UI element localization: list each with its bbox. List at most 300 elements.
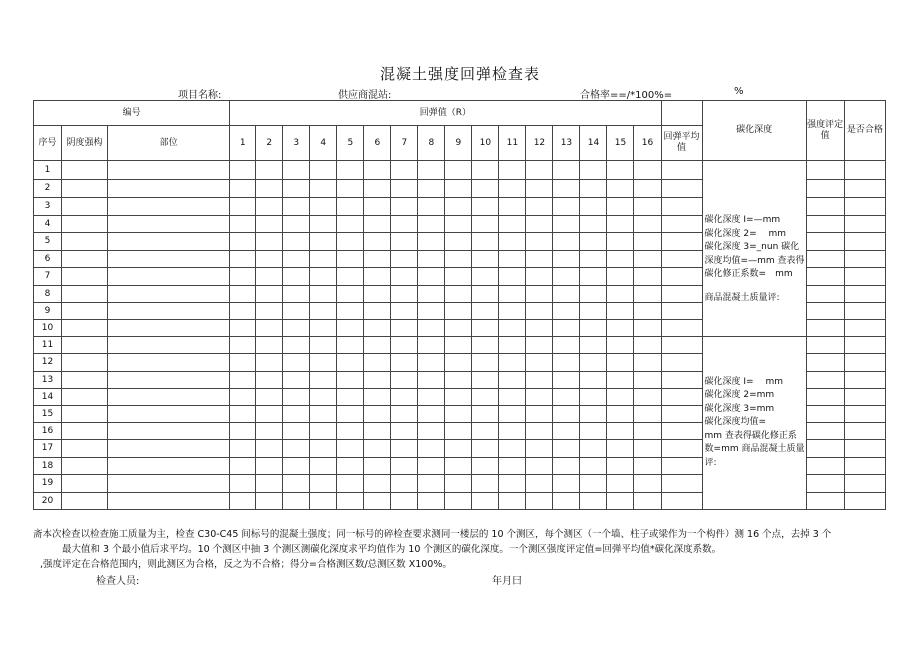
input-cell[interactable] bbox=[607, 320, 634, 337]
input-cell[interactable] bbox=[364, 161, 391, 180]
input-cell[interactable] bbox=[607, 493, 634, 510]
input-cell[interactable] bbox=[472, 216, 499, 233]
input-cell[interactable] bbox=[418, 440, 445, 458]
input-cell[interactable] bbox=[445, 354, 472, 372]
input-cell[interactable] bbox=[391, 493, 418, 510]
input-cell[interactable] bbox=[580, 389, 607, 406]
input-cell[interactable] bbox=[310, 354, 337, 372]
input-cell[interactable] bbox=[62, 251, 108, 268]
pass-cell[interactable] bbox=[844, 389, 885, 406]
input-cell[interactable] bbox=[364, 389, 391, 406]
input-cell[interactable] bbox=[499, 251, 526, 268]
input-cell[interactable] bbox=[661, 423, 702, 440]
pass-cell[interactable] bbox=[844, 233, 885, 251]
input-cell[interactable] bbox=[337, 354, 364, 372]
input-cell[interactable] bbox=[364, 180, 391, 198]
input-cell[interactable] bbox=[553, 475, 580, 493]
input-cell[interactable] bbox=[256, 233, 283, 251]
input-cell[interactable] bbox=[445, 251, 472, 268]
input-cell[interactable] bbox=[62, 440, 108, 458]
input-cell[interactable] bbox=[661, 216, 702, 233]
input-cell[interactable] bbox=[499, 198, 526, 216]
input-cell[interactable] bbox=[108, 493, 230, 510]
input-cell[interactable] bbox=[526, 161, 553, 180]
input-cell[interactable] bbox=[445, 303, 472, 320]
input-cell[interactable] bbox=[553, 372, 580, 389]
input-cell[interactable] bbox=[445, 458, 472, 475]
input-cell[interactable] bbox=[445, 198, 472, 216]
input-cell[interactable] bbox=[230, 233, 256, 251]
input-cell[interactable] bbox=[526, 303, 553, 320]
input-cell[interactable] bbox=[553, 354, 580, 372]
input-cell[interactable] bbox=[283, 389, 310, 406]
input-cell[interactable] bbox=[472, 161, 499, 180]
input-cell[interactable] bbox=[256, 475, 283, 493]
input-cell[interactable] bbox=[364, 251, 391, 268]
strength-cell[interactable] bbox=[806, 493, 844, 510]
input-cell[interactable] bbox=[310, 475, 337, 493]
input-cell[interactable] bbox=[364, 354, 391, 372]
input-cell[interactable] bbox=[526, 389, 553, 406]
input-cell[interactable] bbox=[310, 180, 337, 198]
pass-cell[interactable] bbox=[844, 458, 885, 475]
input-cell[interactable] bbox=[62, 354, 108, 372]
input-cell[interactable] bbox=[499, 233, 526, 251]
input-cell[interactable] bbox=[391, 251, 418, 268]
input-cell[interactable] bbox=[62, 458, 108, 475]
input-cell[interactable] bbox=[108, 372, 230, 389]
input-cell[interactable] bbox=[364, 233, 391, 251]
input-cell[interactable] bbox=[607, 458, 634, 475]
input-cell[interactable] bbox=[661, 493, 702, 510]
input-cell[interactable] bbox=[553, 423, 580, 440]
input-cell[interactable] bbox=[62, 286, 108, 303]
input-cell[interactable] bbox=[108, 161, 230, 180]
input-cell[interactable] bbox=[580, 458, 607, 475]
input-cell[interactable] bbox=[256, 161, 283, 180]
input-cell[interactable] bbox=[310, 406, 337, 423]
input-cell[interactable] bbox=[445, 216, 472, 233]
input-cell[interactable] bbox=[607, 216, 634, 233]
strength-cell[interactable] bbox=[806, 198, 844, 216]
input-cell[interactable] bbox=[337, 286, 364, 303]
input-cell[interactable] bbox=[108, 406, 230, 423]
input-cell[interactable] bbox=[634, 372, 661, 389]
input-cell[interactable] bbox=[445, 337, 472, 354]
input-cell[interactable] bbox=[230, 286, 256, 303]
input-cell[interactable] bbox=[580, 198, 607, 216]
input-cell[interactable] bbox=[283, 475, 310, 493]
input-cell[interactable] bbox=[580, 406, 607, 423]
input-cell[interactable] bbox=[108, 337, 230, 354]
input-cell[interactable] bbox=[418, 354, 445, 372]
input-cell[interactable] bbox=[499, 493, 526, 510]
input-cell[interactable] bbox=[553, 303, 580, 320]
input-cell[interactable] bbox=[310, 440, 337, 458]
input-cell[interactable] bbox=[472, 268, 499, 286]
input-cell[interactable] bbox=[634, 161, 661, 180]
input-cell[interactable] bbox=[553, 198, 580, 216]
input-cell[interactable] bbox=[391, 198, 418, 216]
input-cell[interactable] bbox=[310, 458, 337, 475]
input-cell[interactable] bbox=[391, 180, 418, 198]
input-cell[interactable] bbox=[634, 440, 661, 458]
input-cell[interactable] bbox=[283, 493, 310, 510]
input-cell[interactable] bbox=[62, 268, 108, 286]
input-cell[interactable] bbox=[499, 475, 526, 493]
input-cell[interactable] bbox=[499, 337, 526, 354]
input-cell[interactable] bbox=[661, 268, 702, 286]
input-cell[interactable] bbox=[634, 320, 661, 337]
input-cell[interactable] bbox=[418, 475, 445, 493]
pass-cell[interactable] bbox=[844, 475, 885, 493]
input-cell[interactable] bbox=[283, 286, 310, 303]
input-cell[interactable] bbox=[472, 406, 499, 423]
input-cell[interactable] bbox=[337, 406, 364, 423]
input-cell[interactable] bbox=[607, 303, 634, 320]
input-cell[interactable] bbox=[553, 320, 580, 337]
input-cell[interactable] bbox=[499, 286, 526, 303]
input-cell[interactable] bbox=[108, 440, 230, 458]
input-cell[interactable] bbox=[364, 406, 391, 423]
input-cell[interactable] bbox=[553, 233, 580, 251]
input-cell[interactable] bbox=[108, 458, 230, 475]
input-cell[interactable] bbox=[256, 251, 283, 268]
input-cell[interactable] bbox=[108, 423, 230, 440]
input-cell[interactable] bbox=[230, 493, 256, 510]
input-cell[interactable] bbox=[310, 337, 337, 354]
input-cell[interactable] bbox=[364, 198, 391, 216]
input-cell[interactable] bbox=[418, 337, 445, 354]
input-cell[interactable] bbox=[108, 475, 230, 493]
strength-cell[interactable] bbox=[806, 458, 844, 475]
strength-cell[interactable] bbox=[806, 389, 844, 406]
input-cell[interactable] bbox=[472, 337, 499, 354]
input-cell[interactable] bbox=[62, 372, 108, 389]
input-cell[interactable] bbox=[418, 303, 445, 320]
input-cell[interactable] bbox=[108, 251, 230, 268]
input-cell[interactable] bbox=[230, 251, 256, 268]
input-cell[interactable] bbox=[607, 475, 634, 493]
input-cell[interactable] bbox=[283, 406, 310, 423]
input-cell[interactable] bbox=[364, 440, 391, 458]
input-cell[interactable] bbox=[256, 389, 283, 406]
strength-cell[interactable] bbox=[806, 320, 844, 337]
input-cell[interactable] bbox=[418, 423, 445, 440]
input-cell[interactable] bbox=[310, 493, 337, 510]
input-cell[interactable] bbox=[364, 216, 391, 233]
input-cell[interactable] bbox=[526, 372, 553, 389]
input-cell[interactable] bbox=[256, 440, 283, 458]
input-cell[interactable] bbox=[256, 320, 283, 337]
input-cell[interactable] bbox=[661, 337, 702, 354]
input-cell[interactable] bbox=[310, 423, 337, 440]
input-cell[interactable] bbox=[256, 198, 283, 216]
input-cell[interactable] bbox=[391, 458, 418, 475]
input-cell[interactable] bbox=[445, 475, 472, 493]
input-cell[interactable] bbox=[634, 268, 661, 286]
input-cell[interactable] bbox=[364, 320, 391, 337]
input-cell[interactable] bbox=[230, 320, 256, 337]
input-cell[interactable] bbox=[580, 475, 607, 493]
input-cell[interactable] bbox=[607, 161, 634, 180]
input-cell[interactable] bbox=[499, 320, 526, 337]
pass-cell[interactable] bbox=[844, 286, 885, 303]
input-cell[interactable] bbox=[391, 354, 418, 372]
input-cell[interactable] bbox=[580, 268, 607, 286]
input-cell[interactable] bbox=[499, 372, 526, 389]
input-cell[interactable] bbox=[364, 372, 391, 389]
input-cell[interactable] bbox=[230, 198, 256, 216]
input-cell[interactable] bbox=[108, 198, 230, 216]
input-cell[interactable] bbox=[391, 303, 418, 320]
input-cell[interactable] bbox=[337, 216, 364, 233]
input-cell[interactable] bbox=[391, 423, 418, 440]
input-cell[interactable] bbox=[337, 475, 364, 493]
input-cell[interactable] bbox=[661, 372, 702, 389]
input-cell[interactable] bbox=[256, 354, 283, 372]
input-cell[interactable] bbox=[526, 320, 553, 337]
input-cell[interactable] bbox=[230, 354, 256, 372]
input-cell[interactable] bbox=[418, 233, 445, 251]
input-cell[interactable] bbox=[62, 337, 108, 354]
input-cell[interactable] bbox=[108, 354, 230, 372]
input-cell[interactable] bbox=[391, 372, 418, 389]
input-cell[interactable] bbox=[499, 303, 526, 320]
input-cell[interactable] bbox=[445, 440, 472, 458]
input-cell[interactable] bbox=[337, 493, 364, 510]
input-cell[interactable] bbox=[445, 423, 472, 440]
input-cell[interactable] bbox=[634, 458, 661, 475]
input-cell[interactable] bbox=[108, 216, 230, 233]
input-cell[interactable] bbox=[337, 303, 364, 320]
input-cell[interactable] bbox=[499, 406, 526, 423]
input-cell[interactable] bbox=[418, 268, 445, 286]
input-cell[interactable] bbox=[108, 389, 230, 406]
input-cell[interactable] bbox=[364, 423, 391, 440]
input-cell[interactable] bbox=[580, 180, 607, 198]
pass-cell[interactable] bbox=[844, 372, 885, 389]
input-cell[interactable] bbox=[283, 440, 310, 458]
input-cell[interactable] bbox=[472, 303, 499, 320]
input-cell[interactable] bbox=[661, 161, 702, 180]
input-cell[interactable] bbox=[634, 286, 661, 303]
input-cell[interactable] bbox=[62, 406, 108, 423]
input-cell[interactable] bbox=[634, 251, 661, 268]
input-cell[interactable] bbox=[62, 389, 108, 406]
input-cell[interactable] bbox=[391, 216, 418, 233]
input-cell[interactable] bbox=[445, 389, 472, 406]
input-cell[interactable] bbox=[580, 354, 607, 372]
input-cell[interactable] bbox=[256, 406, 283, 423]
strength-cell[interactable] bbox=[806, 475, 844, 493]
input-cell[interactable] bbox=[108, 268, 230, 286]
input-cell[interactable] bbox=[310, 216, 337, 233]
input-cell[interactable] bbox=[364, 458, 391, 475]
input-cell[interactable] bbox=[337, 458, 364, 475]
input-cell[interactable] bbox=[256, 180, 283, 198]
input-cell[interactable] bbox=[283, 372, 310, 389]
input-cell[interactable] bbox=[62, 216, 108, 233]
input-cell[interactable] bbox=[418, 458, 445, 475]
input-cell[interactable] bbox=[108, 286, 230, 303]
input-cell[interactable] bbox=[310, 286, 337, 303]
input-cell[interactable] bbox=[337, 198, 364, 216]
input-cell[interactable] bbox=[472, 354, 499, 372]
input-cell[interactable] bbox=[634, 198, 661, 216]
pass-cell[interactable] bbox=[844, 198, 885, 216]
input-cell[interactable] bbox=[553, 286, 580, 303]
input-cell[interactable] bbox=[337, 180, 364, 198]
input-cell[interactable] bbox=[445, 406, 472, 423]
input-cell[interactable] bbox=[553, 493, 580, 510]
input-cell[interactable] bbox=[445, 233, 472, 251]
input-cell[interactable] bbox=[230, 389, 256, 406]
input-cell[interactable] bbox=[230, 303, 256, 320]
input-cell[interactable] bbox=[445, 372, 472, 389]
input-cell[interactable] bbox=[661, 233, 702, 251]
input-cell[interactable] bbox=[526, 198, 553, 216]
input-cell[interactable] bbox=[661, 354, 702, 372]
input-cell[interactable] bbox=[310, 372, 337, 389]
input-cell[interactable] bbox=[580, 372, 607, 389]
input-cell[interactable] bbox=[607, 372, 634, 389]
input-cell[interactable] bbox=[283, 161, 310, 180]
input-cell[interactable] bbox=[310, 268, 337, 286]
input-cell[interactable] bbox=[310, 320, 337, 337]
input-cell[interactable] bbox=[499, 161, 526, 180]
input-cell[interactable] bbox=[337, 389, 364, 406]
input-cell[interactable] bbox=[230, 406, 256, 423]
input-cell[interactable] bbox=[526, 251, 553, 268]
input-cell[interactable] bbox=[283, 303, 310, 320]
input-cell[interactable] bbox=[472, 180, 499, 198]
input-cell[interactable] bbox=[553, 161, 580, 180]
input-cell[interactable] bbox=[634, 337, 661, 354]
pass-cell[interactable] bbox=[844, 406, 885, 423]
strength-cell[interactable] bbox=[806, 406, 844, 423]
input-cell[interactable] bbox=[634, 406, 661, 423]
input-cell[interactable] bbox=[62, 198, 108, 216]
input-cell[interactable] bbox=[62, 303, 108, 320]
input-cell[interactable] bbox=[283, 423, 310, 440]
input-cell[interactable] bbox=[634, 354, 661, 372]
input-cell[interactable] bbox=[364, 286, 391, 303]
pass-cell[interactable] bbox=[844, 354, 885, 372]
strength-cell[interactable] bbox=[806, 161, 844, 180]
input-cell[interactable] bbox=[256, 337, 283, 354]
pass-cell[interactable] bbox=[844, 440, 885, 458]
input-cell[interactable] bbox=[526, 458, 553, 475]
input-cell[interactable] bbox=[364, 268, 391, 286]
input-cell[interactable] bbox=[418, 161, 445, 180]
input-cell[interactable] bbox=[526, 233, 553, 251]
input-cell[interactable] bbox=[526, 268, 553, 286]
input-cell[interactable] bbox=[283, 337, 310, 354]
strength-cell[interactable] bbox=[806, 354, 844, 372]
input-cell[interactable] bbox=[418, 180, 445, 198]
pass-cell[interactable] bbox=[844, 337, 885, 354]
input-cell[interactable] bbox=[230, 161, 256, 180]
input-cell[interactable] bbox=[553, 337, 580, 354]
pass-cell[interactable] bbox=[844, 180, 885, 198]
input-cell[interactable] bbox=[391, 406, 418, 423]
input-cell[interactable] bbox=[472, 458, 499, 475]
input-cell[interactable] bbox=[418, 372, 445, 389]
input-cell[interactable] bbox=[310, 303, 337, 320]
input-cell[interactable] bbox=[108, 320, 230, 337]
input-cell[interactable] bbox=[283, 233, 310, 251]
input-cell[interactable] bbox=[445, 268, 472, 286]
input-cell[interactable] bbox=[661, 389, 702, 406]
input-cell[interactable] bbox=[418, 493, 445, 510]
input-cell[interactable] bbox=[526, 180, 553, 198]
pass-cell[interactable] bbox=[844, 493, 885, 510]
input-cell[interactable] bbox=[391, 337, 418, 354]
input-cell[interactable] bbox=[499, 216, 526, 233]
input-cell[interactable] bbox=[62, 493, 108, 510]
input-cell[interactable] bbox=[526, 216, 553, 233]
input-cell[interactable] bbox=[526, 440, 553, 458]
input-cell[interactable] bbox=[108, 180, 230, 198]
input-cell[interactable] bbox=[634, 389, 661, 406]
input-cell[interactable] bbox=[391, 268, 418, 286]
strength-cell[interactable] bbox=[806, 216, 844, 233]
input-cell[interactable] bbox=[607, 406, 634, 423]
pass-cell[interactable] bbox=[844, 161, 885, 180]
input-cell[interactable] bbox=[607, 354, 634, 372]
input-cell[interactable] bbox=[391, 286, 418, 303]
input-cell[interactable] bbox=[580, 233, 607, 251]
input-cell[interactable] bbox=[526, 354, 553, 372]
input-cell[interactable] bbox=[526, 493, 553, 510]
input-cell[interactable] bbox=[472, 286, 499, 303]
input-cell[interactable] bbox=[391, 320, 418, 337]
input-cell[interactable] bbox=[472, 475, 499, 493]
input-cell[interactable] bbox=[472, 320, 499, 337]
input-cell[interactable] bbox=[62, 180, 108, 198]
input-cell[interactable] bbox=[607, 337, 634, 354]
input-cell[interactable] bbox=[526, 286, 553, 303]
input-cell[interactable] bbox=[526, 423, 553, 440]
pass-cell[interactable] bbox=[844, 268, 885, 286]
strength-cell[interactable] bbox=[806, 233, 844, 251]
input-cell[interactable] bbox=[580, 251, 607, 268]
input-cell[interactable] bbox=[634, 493, 661, 510]
input-cell[interactable] bbox=[661, 440, 702, 458]
input-cell[interactable] bbox=[283, 180, 310, 198]
input-cell[interactable] bbox=[230, 180, 256, 198]
strength-cell[interactable] bbox=[806, 251, 844, 268]
input-cell[interactable] bbox=[283, 198, 310, 216]
input-cell[interactable] bbox=[553, 389, 580, 406]
pass-cell[interactable] bbox=[844, 423, 885, 440]
input-cell[interactable] bbox=[634, 423, 661, 440]
input-cell[interactable] bbox=[499, 440, 526, 458]
input-cell[interactable] bbox=[607, 233, 634, 251]
input-cell[interactable] bbox=[337, 423, 364, 440]
input-cell[interactable] bbox=[310, 198, 337, 216]
input-cell[interactable] bbox=[310, 161, 337, 180]
input-cell[interactable] bbox=[108, 303, 230, 320]
input-cell[interactable] bbox=[472, 198, 499, 216]
input-cell[interactable] bbox=[310, 389, 337, 406]
input-cell[interactable] bbox=[418, 216, 445, 233]
input-cell[interactable] bbox=[445, 180, 472, 198]
input-cell[interactable] bbox=[256, 303, 283, 320]
input-cell[interactable] bbox=[472, 493, 499, 510]
input-cell[interactable] bbox=[283, 458, 310, 475]
